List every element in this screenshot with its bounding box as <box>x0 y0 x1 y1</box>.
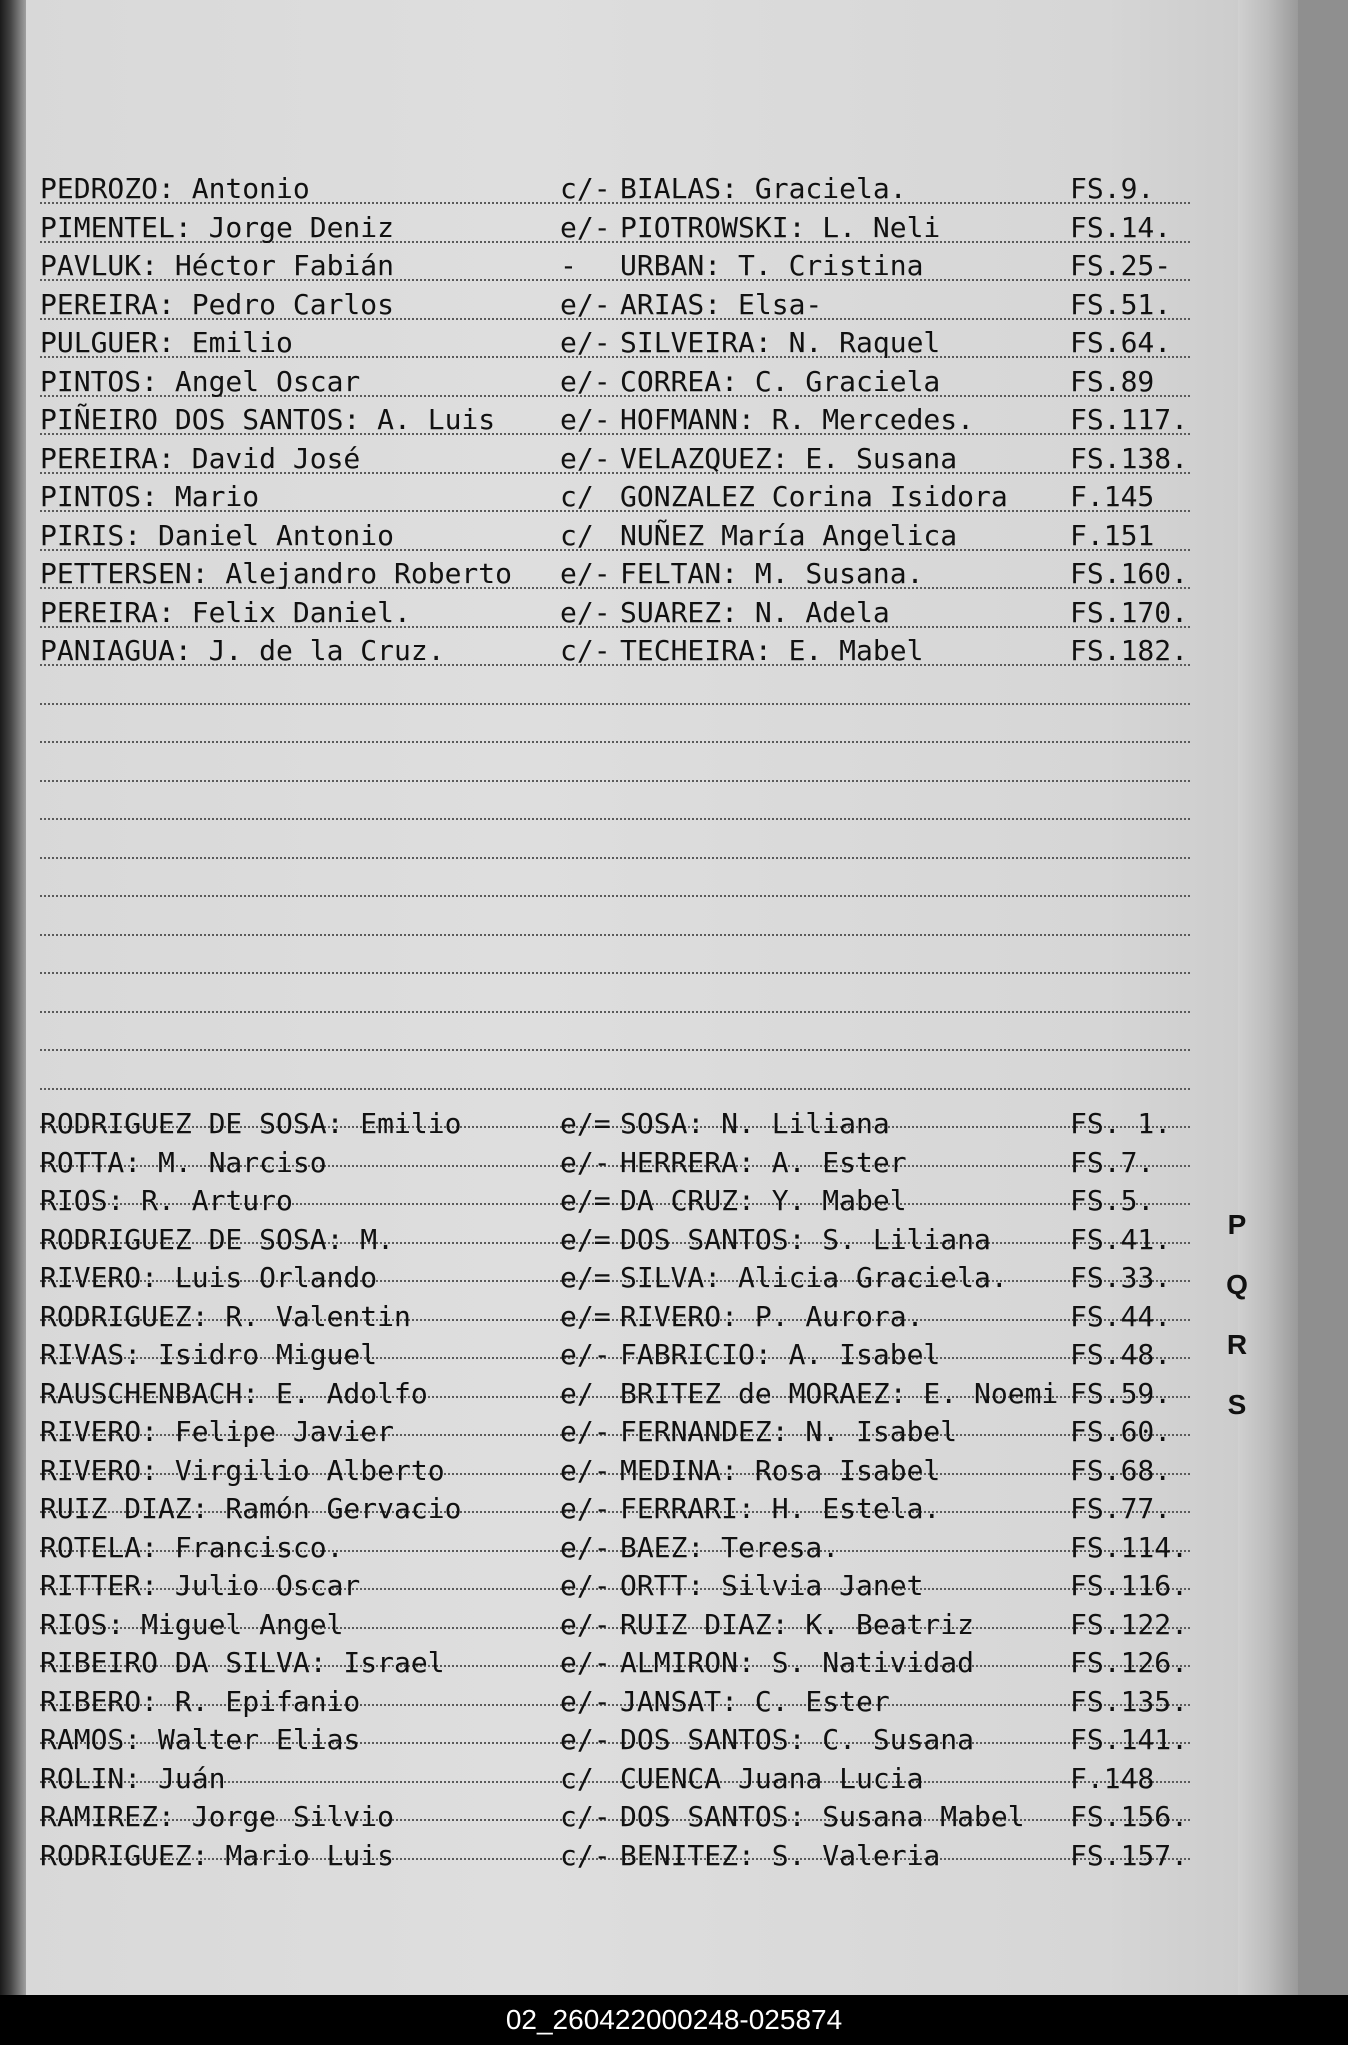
ledger-entry <box>40 209 1240 247</box>
ruled-line <box>40 895 1190 897</box>
entry-fs: FS.141. <box>1070 1723 1189 1756</box>
entry-name1: RIOS: Miguel Angel <box>40 1608 344 1641</box>
entry-name2: RUIZ DIAZ: K. Beatriz <box>620 1608 975 1641</box>
entry-fs: FS.157. <box>1070 1839 1189 1872</box>
entry-fs: FS.156. <box>1070 1800 1189 1833</box>
entry-sep: e/- <box>560 596 611 629</box>
entry-name1: PINTOS: Mario <box>40 480 260 513</box>
entry-sep: e/- <box>560 1646 611 1679</box>
scan-footer-id: 02_260422000248-025874 <box>0 1995 1348 2045</box>
entry-sep: e/- <box>560 1338 611 1371</box>
page-binding <box>0 0 26 1995</box>
ledger-entry <box>40 1144 1240 1182</box>
entry-name2: FERNANDEZ: N. Isabel <box>620 1415 958 1448</box>
entry-fs: FS.160. <box>1070 557 1189 590</box>
entry-name1: RUIZ DIAZ: Ramón Gervacio <box>40 1492 462 1525</box>
entry-sep: e/- <box>560 1531 611 1564</box>
entry-fs: FS.126. <box>1070 1646 1189 1679</box>
entry-fs: FS.116. <box>1070 1569 1189 1602</box>
entry-name1: RAMIREZ: Jorge Silvio <box>40 1800 395 1833</box>
entry-sep: e/= <box>560 1107 611 1140</box>
entry-name2: PIOTROWSKI: L. Neli <box>620 211 941 244</box>
ledger-entry <box>40 1298 1240 1336</box>
entry-fs: FS.7. <box>1070 1146 1155 1179</box>
entry-name2: TECHEIRA: E. Mabel <box>620 634 924 667</box>
ledger-entry <box>40 1798 1240 1836</box>
entry-name2: SILVEIRA: N. Raquel <box>620 326 941 359</box>
ledger-entry <box>40 555 1240 593</box>
entry-fs: FS.64. <box>1070 326 1172 359</box>
entry-fs: FS. 1. <box>1070 1107 1172 1140</box>
entry-sep: e/- <box>560 365 611 398</box>
entry-fs: FS.5. <box>1070 1184 1155 1217</box>
entry-fs: FS.77. <box>1070 1492 1172 1525</box>
ledger-entry <box>40 363 1240 401</box>
entry-name1: ROTTA: M. Narciso <box>40 1146 327 1179</box>
entry-name1: PEREIRA: Pedro Carlos <box>40 288 395 321</box>
ledger-entry <box>40 1105 1240 1143</box>
entry-name2: SOSA: N. Liliana <box>620 1107 890 1140</box>
entry-name1: RODRIGUEZ DE SOSA: M. <box>40 1223 395 1256</box>
index-letter: S <box>1227 1389 1247 1420</box>
entry-sep: e/- <box>560 1454 611 1487</box>
entry-fs: FS.135. <box>1070 1685 1189 1718</box>
entry-name1: ROLIN: Juán <box>40 1762 226 1795</box>
entry-fs: F.148 <box>1070 1762 1155 1795</box>
entry-name2: MEDINA: Rosa Isabel <box>620 1454 941 1487</box>
ledger-entry <box>40 1375 1240 1413</box>
ledger-entry <box>40 1683 1240 1721</box>
ledger-entry <box>40 1490 1240 1528</box>
ledger-entry <box>40 324 1240 362</box>
entry-sep: c/ <box>560 1762 594 1795</box>
ruled-line <box>40 1088 1190 1090</box>
entry-sep: c/- <box>560 1839 611 1872</box>
entry-sep: e/ <box>560 1377 594 1410</box>
entry-fs: FS.114. <box>1070 1531 1189 1564</box>
entry-name2: ARIAS: Elsa- <box>620 288 823 321</box>
entry-name2: CORREA: C. Graciela <box>620 365 941 398</box>
entry-name1: PIMENTEL: Jorge Deniz <box>40 211 395 244</box>
ledger-entry <box>40 1760 1240 1798</box>
ledger-entry <box>40 1837 1240 1875</box>
ledger-entry <box>40 1606 1240 1644</box>
ledger-entry <box>40 1721 1240 1759</box>
entry-name1: PINTOS: Angel Oscar <box>40 365 361 398</box>
ledger-entry <box>40 1644 1240 1682</box>
entry-name1: RIOS: R. Arturo <box>40 1184 293 1217</box>
entry-sep: e/- <box>560 403 611 436</box>
entry-name1: PEREIRA: Felix Daniel. <box>40 596 411 629</box>
entry-name2: BAEZ: Teresa. <box>620 1531 840 1564</box>
ledger-entry <box>40 478 1240 516</box>
entry-name2: BIALAS: Graciela. <box>620 172 907 205</box>
ledger-entry <box>40 1529 1240 1567</box>
entry-sep: e/- <box>560 1608 611 1641</box>
ledger-entry <box>40 1413 1240 1451</box>
entry-name1: PANIAGUA: J. de la Cruz. <box>40 634 445 667</box>
entry-name2: DOS SANTOS: Susana Mabel <box>620 1800 1025 1833</box>
entry-fs: FS.59. <box>1070 1377 1172 1410</box>
entry-name1: RIBERO: R. Epifanio <box>40 1685 361 1718</box>
entry-sep: c/ <box>560 519 594 552</box>
entry-fs: FS.138. <box>1070 442 1189 475</box>
ledger-entry <box>40 1221 1240 1259</box>
entry-name2: DOS SANTOS: C. Susana <box>620 1723 975 1756</box>
index-letter: Q <box>1226 1269 1248 1300</box>
entry-name2: DOS SANTOS: S. Liliana <box>620 1223 991 1256</box>
ledger-entry <box>40 401 1240 439</box>
entry-fs: FS.51. <box>1070 288 1172 321</box>
entry-fs: FS.89 <box>1070 365 1155 398</box>
entry-fs: FS.117. <box>1070 403 1189 436</box>
entry-name2: BRITEZ de MORAEZ: E. Noemi <box>620 1377 1059 1410</box>
entry-fs: FS.14. <box>1070 211 1172 244</box>
entry-name2: ALMIRON: S. Natividad <box>620 1646 975 1679</box>
entry-sep: e/- <box>560 557 611 590</box>
entry-name2: RIVERO: P. Aurora. <box>620 1300 924 1333</box>
entry-name1: RAMOS: Walter Elias <box>40 1723 361 1756</box>
entry-fs: F.145 <box>1070 480 1155 513</box>
entry-fs: FS.68. <box>1070 1454 1172 1487</box>
ledger-entry <box>40 1567 1240 1605</box>
ruled-line <box>40 972 1190 974</box>
index-letter: R <box>1226 1329 1248 1360</box>
entry-name1: RIVERO: Felipe Javier <box>40 1415 395 1448</box>
entry-name2: ORTT: Silvia Janet <box>620 1569 924 1602</box>
entry-fs: FS.170. <box>1070 596 1189 629</box>
entry-sep: e/= <box>560 1184 611 1217</box>
entry-name2: FELTAN: M. Susana. <box>620 557 924 590</box>
entry-fs: FS.44. <box>1070 1300 1172 1333</box>
entry-name2: FERRARI: H. Estela. <box>620 1492 941 1525</box>
index-letter: P <box>1227 1209 1247 1240</box>
entry-name1: PIÑEIRO DOS SANTOS: A. Luis <box>40 403 496 436</box>
entry-fs: FS.182. <box>1070 634 1189 667</box>
entry-fs: FS.25- <box>1070 249 1172 282</box>
ledger-entry <box>40 632 1240 670</box>
entry-name1: RODRIGUEZ DE SOSA: Emilio <box>40 1107 462 1140</box>
entry-sep: e/= <box>560 1300 611 1333</box>
entry-fs: FS.9. <box>1070 172 1155 205</box>
entry-name2: SILVA: Alicia Graciela. <box>620 1261 1008 1294</box>
entry-fs: F.151 <box>1070 519 1155 552</box>
ruled-line <box>40 703 1190 705</box>
ruled-line <box>40 1049 1190 1051</box>
entry-sep: e/- <box>560 1685 611 1718</box>
entry-name2: BENITEZ: S. Valeria <box>620 1839 941 1872</box>
ruled-line <box>40 780 1190 782</box>
ruled-line <box>40 934 1190 936</box>
entry-fs: FS.60. <box>1070 1415 1172 1448</box>
entry-name1: RIVERO: Luis Orlando <box>40 1261 378 1294</box>
entry-name1: RITTER: Julio Oscar <box>40 1569 361 1602</box>
entry-sep: e/- <box>560 211 611 244</box>
ledger-entry <box>40 594 1240 632</box>
ledger-entry <box>40 1259 1240 1297</box>
entry-name1: RIBEIRO DA SILVA: Israel <box>40 1646 445 1679</box>
entry-sep: e/= <box>560 1261 611 1294</box>
entry-name2: NUÑEZ María Angelica <box>620 519 958 552</box>
entry-name2: JANSAT: C. Ester <box>620 1685 890 1718</box>
entry-name1: RODRIGUEZ: Mario Luis <box>40 1839 395 1872</box>
entry-sep: c/- <box>560 634 611 667</box>
entry-name2: HOFMANN: R. Mercedes. <box>620 403 975 436</box>
page-edge <box>1238 0 1298 1995</box>
entry-sep: e/- <box>560 442 611 475</box>
entry-sep: e/- <box>560 1415 611 1448</box>
entry-name1: ROTELA: Francisco. <box>40 1531 344 1564</box>
entry-name2: GONZALEZ Corina Isidora <box>620 480 1008 513</box>
entry-name1: RAUSCHENBACH: E. Adolfo <box>40 1377 428 1410</box>
entry-fs: FS.33. <box>1070 1261 1172 1294</box>
entry-name2: VELAZQUEZ: E. Susana <box>620 442 958 475</box>
ledger-entry <box>40 247 1240 285</box>
ruled-line <box>40 1011 1190 1013</box>
entry-name1: PAVLUK: Héctor Fabián <box>40 249 395 282</box>
entry-name2: CUENCA Juana Lucia <box>620 1762 924 1795</box>
entry-sep: e/- <box>560 326 611 359</box>
ruled-line <box>40 857 1190 859</box>
entry-name2: DA CRUZ: Y. Mabel <box>620 1184 907 1217</box>
entry-name2: FABRICIO: A. Isabel <box>620 1338 941 1371</box>
entry-sep: e/- <box>560 1146 611 1179</box>
ledger-entry <box>40 1452 1240 1490</box>
entry-fs: FS.41. <box>1070 1223 1172 1256</box>
entry-sep: c/- <box>560 172 611 205</box>
entry-name1: RODRIGUEZ: R. Valentin <box>40 1300 411 1333</box>
ledger-entry <box>40 286 1240 324</box>
entry-sep: c/- <box>560 1800 611 1833</box>
entry-name2: SUAREZ: N. Adela <box>620 596 890 629</box>
entry-fs: FS.122. <box>1070 1608 1189 1641</box>
entry-name1: RIVERO: Virgilio Alberto <box>40 1454 445 1487</box>
entry-fs: FS.48. <box>1070 1338 1172 1371</box>
entry-sep: e/- <box>560 288 611 321</box>
ledger-entry <box>40 1182 1240 1220</box>
entry-sep: - <box>560 249 577 282</box>
entry-name1: PIRIS: Daniel Antonio <box>40 519 395 552</box>
ledger-entry <box>40 170 1240 208</box>
entry-name2: URBAN: T. Cristina <box>620 249 924 282</box>
entry-name1: PEREIRA: David José <box>40 442 361 475</box>
entry-sep: e/- <box>560 1723 611 1756</box>
ledger-entry <box>40 440 1240 478</box>
entry-sep: e/- <box>560 1492 611 1525</box>
entry-name1: PETTERSEN: Alejandro Roberto <box>40 557 513 590</box>
entry-name2: HERRERA: A. Ester <box>620 1146 907 1179</box>
entry-sep: c/ <box>560 480 594 513</box>
entry-name1: PEDROZO: Antonio <box>40 172 310 205</box>
entry-sep: e/- <box>560 1569 611 1602</box>
entry-name1: RIVAS: Isidro Miguel <box>40 1338 378 1371</box>
ruled-line <box>40 818 1190 820</box>
entry-sep: e/= <box>560 1223 611 1256</box>
ledger-entry <box>40 517 1240 555</box>
ledger-entry <box>40 1336 1240 1374</box>
entry-name1: PULGUER: Emilio <box>40 326 293 359</box>
ruled-line <box>40 741 1190 743</box>
index-letters <box>1222 1195 1252 1435</box>
